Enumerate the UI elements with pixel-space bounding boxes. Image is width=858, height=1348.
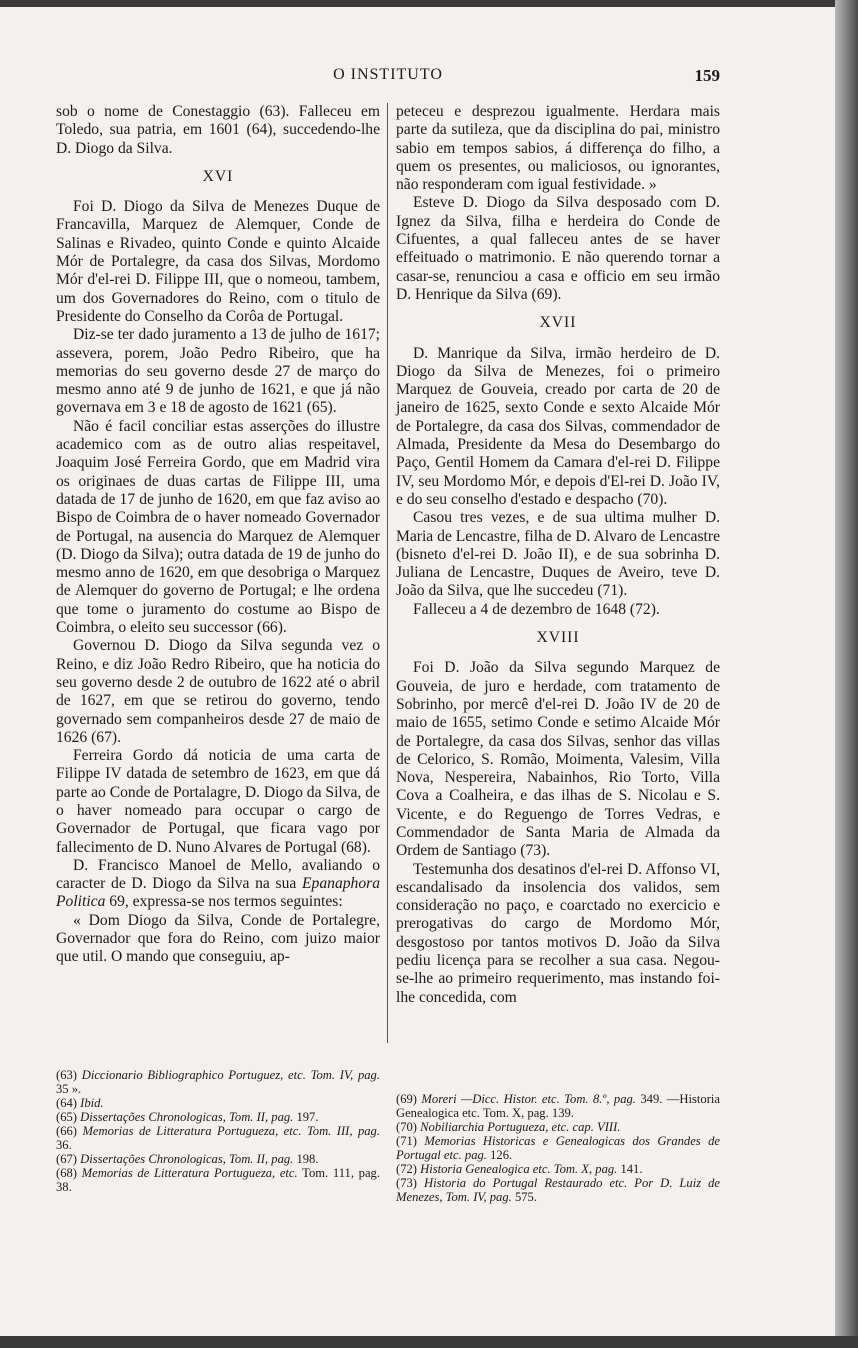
footnote-text: 141. (617, 1162, 643, 1176)
footnote-number: (66) (56, 1124, 77, 1138)
footnote-number: (67) (56, 1152, 77, 1166)
scan-bottom-edge (0, 1336, 858, 1348)
footnote (56, 1166, 380, 1194)
paragraph: D. Manrique da Silva, irmão herdeiro de D. Diogo da Silva de Menezes, foi o primeiro Marquez de Gouveia, creado por carta de 20 de janeiro de 1625, sexto Conde e sexto Alcaide Mór de Portalegre, da casa dos Silvas, commendador de Almada, Presidente da Mesa do Desembargo do Paço, Gentil Homem da Camara d'el-rei D. Filippe IV, seu Mordomo Mór, e depois d'El-rei D. João IV, e do seu conselho d'estado e despacho (70). (396, 344, 720, 508)
paragraph: peteceu e desprezou igualmente. Herdara mais parte da sutileza, que da disciplina do pai, ministro sabio em tempos sabios, á differença do filho, a quem os presentes, ou maliciosos, ou ignorantes, não responderam com igual festividade. » (396, 103, 720, 194)
section-heading-xvi: XVI (202, 167, 234, 185)
text-run: 69, expressa-se nos termos seguintes: (105, 893, 343, 911)
footnote-text: 575. (511, 1190, 537, 1204)
left-column (56, 103, 380, 967)
right-column (396, 103, 720, 1007)
footnote (396, 1134, 720, 1162)
footnote-text: Tom. 111, pag. 38. (56, 1166, 380, 1194)
footnote-text: 198. (293, 1152, 319, 1166)
footnote-number: (69) (396, 1092, 417, 1106)
footnotes-left (56, 1068, 380, 1194)
footnotes-right (396, 1092, 720, 1204)
quotation: « Dom Diogo da Silva, Conde de Portalegre, Governador que fora do Reino, com juizo maior que util. O mando que conseguiu, ap- (56, 911, 380, 966)
footnote-number: (71) (396, 1134, 417, 1148)
section-heading-xviii: XVIII (536, 629, 580, 647)
paragraph (56, 857, 380, 912)
paragraph: sob o nome de Conestaggio (63). Falleceu em Toledo, sua patria, em 1601 (64), succedendo-lhe D. Diogo da Silva. (56, 103, 380, 157)
italic-title: Epanaphora Politica (56, 875, 380, 911)
paragraph: Foi D. João da Silva segundo Marquez de Gouveia, de juro e herdade, com tratamento de Sobrinho, por mercê d'el-rei D. João IV de 20 de maio de 1655, setimo Conde e setimo Alcaide Mór de Portalegre, da casa dos Silvas, senhor das villas de Celorico, S. Romão, Moimenta, Valesim, Villa Nova, Nespereira, Nabainhos, Rio Torto, Villa Cova a Coalheira, e das ilhas de S. Nicolau e S. Vicente, e do Reguengo de Torres Vedras, e Commendador de Santa Maria de Almada da Ordem de Santiago (73). (396, 659, 720, 860)
footnote-source: Memorias Historicas e Genealogicas dos Grandes de Portugal etc. pag. (396, 1134, 720, 1162)
footnote-number: (65) (56, 1110, 77, 1124)
paragraph: Casou tres vezes, e de sua ultima mulher D. Maria de Lencastre, filha de D. Alvaro de Lencastre (bisneto d'el-rei D. João II), e de sua sobrinha D. Juliana de Lencastre, Duques de Aveiro, teve D. João da Silva, que lhe succedeu (71). (396, 509, 720, 600)
footnote-number: (72) (396, 1162, 417, 1176)
footnote-source: Historia Genealogica etc. Tom. X, pag. (420, 1162, 618, 1176)
footnote-number: (68) (56, 1166, 77, 1180)
paragraph: Não é facil conciliar estas asserções do illustre academico com as de outro alias respeitavel, Joaquim José Ferreira Gordo, que em Madrid vira os originaes de duas cartas de Filippe III, uma datada de 17 de junho de 1620, em que faz aviso ao Bispo de Coimbra de o haver nomeado Governador de Portugal, na ausencia do Marquez de Alemquer (D. Diogo da Silva); outra datada de 19 de junho do mesmo anno de 1620, em que desobriga o Marquez de Alemquer do governo de Portugal; e lhe ordena que tome o juramento do costume ao Bispo de Coimbra, o eleito seu successor (66). (56, 417, 380, 637)
paragraph: Diz-se ter dado juramento a 13 de julho de 1617; assevera, porem, João Pedro Ribeiro, que ha memorias do seu governo desde 27 de março do mesmo anno até 9 de junho de 1621, e que já não governava em 3 e 18 de agosto de 1621 (65). (56, 326, 380, 417)
footnote (56, 1068, 380, 1096)
footnote-text: 35 ». (56, 1082, 82, 1096)
footnote-text: 126. (486, 1148, 513, 1162)
footnote-source: Moreri —Dicc. Histor. etc. Tom. 8.º, pag. (421, 1092, 636, 1106)
footnote (396, 1162, 720, 1176)
footnote (396, 1176, 720, 1204)
section-heading-xvii: XVII (539, 314, 577, 332)
paragraph: Governou D. Diogo da Silva segunda vez o Reino, e diz João Redro Ribeiro, que ha noticia do seu governo desde 2 de outubro de 1622 até o abril de 1627, em que se retirou do governo, tendo governado sem companheiros desde 27 de maio de 1626 (67). (56, 637, 380, 746)
paragraph: Foi D. Diogo da Silva de Menezes Duque de Francavilla, Marquez de Alemquer, Conde de Salinas e Rivadeo, quinto Conde e quinto Alcaide Mór de Portalegre, da casa dos Silvas, Mordomo Mór d'el-rei D. Filippe III, que o nomeou, tambem, um dos Governadores do Reino, com o titulo de Presidente do Conselho da Corôa de Portugal. (56, 198, 380, 325)
footnote-number: (63) (56, 1068, 77, 1082)
scan-top-edge (0, 0, 858, 7)
paragraph: Esteve D. Diogo da Silva desposado com D. Ignez da Silva, filha e herdeira do Conde de Cifuentes, a qual falleceu antes de se haver effeituado o matrimonio. E não querendo tornar a casar-se, renunciou a casa e officio em seu irmão D. Henrique da Silva (69). (396, 194, 720, 303)
footnote-number: (64) (56, 1096, 77, 1110)
footnote-source: Ibid. (80, 1096, 104, 1110)
paragraph: Testemunha dos desatinos d'el-rei D. Affonso VI, escandalisado da insolencia dos validos, sem consideração no paço, e coarctado no exercicio e prerogativas do cargo de Mordomo Mór, desgostoso por tantos motivos D. João da Silva pediu licença para se recolher a sua casa. Negou-se-lhe ao primeiro requerimento, mas instando foi-lhe concedida, com (396, 860, 720, 1006)
footnote-source: Diccionario Bibliographico Portuguez, etc. Tom. IV, pag. (81, 1068, 380, 1082)
footnote (56, 1152, 380, 1166)
footnote (56, 1110, 380, 1124)
running-header (56, 66, 720, 88)
footnote-text: 197. (293, 1110, 319, 1124)
footnote (56, 1096, 380, 1110)
page-number: 159 (694, 66, 720, 85)
footnote (396, 1092, 720, 1120)
book-spine-edge (835, 0, 858, 1348)
footnote-source: Dissertações Chronologicas, Tom. II, pag. (80, 1110, 294, 1124)
footnote-text: 349. —Historia Genealogica etc. Tom. X, pag. 139. (396, 1092, 720, 1120)
footnote-source: Memorias de Litteratura Portugueza, etc. (81, 1166, 298, 1180)
footnote-source: Nobiliarchia Portugueza, etc. cap. VIII. (420, 1120, 621, 1134)
journal-title: O INSTITUTO (333, 66, 443, 83)
footnote-number: (70) (396, 1120, 417, 1134)
footnote (396, 1120, 720, 1134)
footnote-source: Dissertações Chronologicas, Tom. II, pag. (80, 1152, 294, 1166)
text-run: D. Francisco Manoel de Mello, avaliando o caracter de D. Diogo da Silva na sua (56, 856, 380, 893)
paragraph: Ferreira Gordo dá noticia de uma carta de Filippe IV datada de setembro de 1623, em que dá parte ao Conde de Portalagre, D. Diogo da Silva, de o haver nomeado para occupar o cargo de Governador de Portugal, que ficara vago por fallecimento de D. Nuno Alvares de Portugal (68). (56, 747, 380, 856)
footnote (56, 1124, 380, 1152)
paragraph: Falleceu a 4 de dezembro de 1648 (72). (413, 600, 660, 618)
footnote-source: Memorias de Litteratura Portugueza, etc. Tom. III, pag. (82, 1124, 380, 1138)
footnote-text: 36. (56, 1138, 72, 1152)
footnote-number: (73) (396, 1176, 417, 1190)
footnote-source: Historia do Portugal Restaurado etc. Por D. Luiz de Menezes, Tom. IV, pag. (396, 1176, 720, 1204)
column-divider (387, 103, 388, 1043)
